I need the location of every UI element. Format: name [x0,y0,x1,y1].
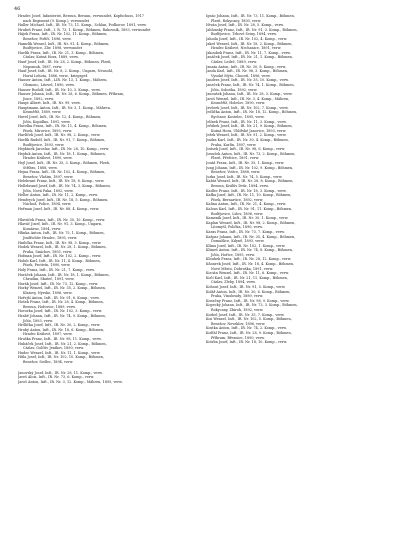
casualty-entry: Kočí Karl, Inft., IR. Nr. 21, 11. Komp., Böhmen, [206,275,288,280]
entry-continuation-line: Kroměříž, 1889, verw. [23,110,62,115]
casualty-entry: Kolář Anton, Inft., IR. Nr. 30, 6. Komp., Böhmen, [206,289,291,294]
casualty-entry: Hauser Rudolf, Inft., IR. Nr. 10, 3. Komp., verw. [18,87,101,92]
casualty-entry: Hudec Wenzel, Inft., IR. Nr. 11, 1. Komp., verw. [18,350,101,355]
casualty-entry: Hejdánek Jaroslav, Inft., IR. Nr. 28, 10. Komp., verw. [18,147,110,152]
casualty-entry: Kotrba Josef, Inft., IR. Nr. 18, 10. Komp., verw. [206,340,288,345]
casualty-entry: Horáček Johann, Inft., IR. Nr. 18, 1. Komp., Böhmen, [18,272,110,277]
casualty-entry: Jurka Josef, Inft., IR. Nr. 74, 5. Komp., verw. [206,174,283,179]
casualty-entry: Hendrych Josef, Inft., IR. Nr. 18, 5. Komp., Böhmen, [18,197,109,202]
casualty-entry: Kostka Anton, Inft., IR. Nr. 74, 2. Komp., verw. [206,326,287,331]
entry-continuation-line: Jičín, Hořice, 1895, verw. [211,252,255,257]
entry-continuation-line: Jičín, Sobotka, 1892, verw. [211,87,258,92]
entry-continuation-line: Vysoké Mýto, Choceň, 1896, verw. [211,73,271,78]
casualty-entry: Ištván Josef, Inft., IR. Nr. 28, 5. Komp., verw. [206,23,284,28]
casualty-entry: Jakoubek Franz, Inft., IR. Nr. 11, 7. Komp., verw. [206,50,291,55]
casualty-entry: Janovský Josef, Inft., IR. Nr. 28, 11. Komp., verw. [18,370,103,375]
casualty-entry: Hovorka Josef, Inft., IR. Nr. 102, 3. Komp., verw. [18,309,103,314]
casualty-entry: Hlaváč Josef, Inft., IR. Nr. 91, 3. Komp., Ungarn, [18,222,103,227]
casualty-entry: Holub Karl, Inft., IR. Nr. 11, 4. Komp., Böhmen, [18,258,101,263]
entry-continuation-line: Rokycany, Zbiroh, 1892, verw. [211,308,264,312]
entry-continuation-line: Budějovice, Trhové Sviny, 1894, verw. [211,32,277,37]
entry-continuation-line: Plzeň, Rokycany, 1893, verw. [211,18,262,23]
entry-continuation-line: Písek, Mirovice, 1895, verw. [23,128,73,133]
casualty-entry: Hauser Johann, Inft., IR. Nr. 28, 6. Komp., Böhmen, Příbram, [18,92,124,97]
casualty-entry: Kopecký Johann, Inft., IR. Nr. 73, 3. Komp., Böhmen, [206,303,298,308]
casualty-entry: Jirásek Josef, Inft., IR. Nr. 98, 6. Komp., verw. [206,147,286,152]
entry-continuation-line: Stříbro, 1888, verw. [23,165,58,170]
casualty-entry: Hauf Josef, Inft., IR. Nr. 8, 2. Komp., Ungarn, Neusohl, [18,69,114,74]
casualty-entry: Horký Wenzel, Inft., IR. Nr. 35, 2. Komp., Böhmen, [18,286,106,291]
casualty-entry: Kabát Wenzel, Inft., IR. Nr. 28, 8. Komp., Böhmen, [206,179,294,184]
entry-continuation-line: Rychnov, Kostelec, 1895, verw. [211,115,265,120]
casualty-entry: Hrubý Anton, Inft., IR. Nr. 18, 6. Komp., Böhmen, [18,327,105,332]
casualty-entry: Haupt Albert, Inft., IR. Nr. 99, verw. [18,101,81,106]
casualty-entry: Jelínek Franz, Inft., IR. Nr. 11, 3. Komp., verw. [206,119,287,124]
casualty-entry: Jaroš Anton, Inft., IR. Nr. 3, 12. Komp., Mähren, 1895, verw. [18,379,123,384]
casualty-entry: Jablonský Franz, Inft., IR. Nr. 91, 3. Komp., Böhmen, [206,27,298,32]
casualty-entry: Hošek Franz, Inft., IR. Nr. 28, 4. Komp., Böhmen, [18,300,104,305]
entry-continuation-line: Benešov, Poříčí, 1896, verw. [23,36,72,41]
entry-continuation-line: Praha, Vinohrady, 1889, verw. [211,294,264,299]
casualty-entry: Hauser Anton, Inft., LIR. Nr. 13, 1. Komp., Mähren, [18,78,108,83]
page-number: 46 [14,6,21,12]
casualty-entry: Havel Josef, Inft., IR. Nr. 12, 4. Komp., Böhmen, [18,115,102,120]
entry-continuation-line: Hradec Králové, 1890, verw. [23,156,73,161]
entry-continuation-line: Domažlice, Kdyně, 1893, verw. [211,239,265,244]
entry-continuation-line: Benešov, Votice, 1888, verw. [211,170,261,175]
casualty-entry: Kaplan Wenzel, Inft., IR. Nr. 98, 2. Komp., Böhmen, [206,220,296,225]
casualty-entry: Hrdlička Josef, Inft., IR. Nr. 30, 2. Komp., verw. [18,323,101,328]
casualty-entry: Hlaváček Franz, Inft., IR. Nr. 30, 10. Komp., verw. [18,217,106,222]
casualty-entry: Klíma Josef, Inft., IR. Nr. 102, 1. Komp., verw. [206,243,286,248]
casualty-entry: Kašpar Johann, Inft., IR. Nr. 35, 4. Komp., Böhmen, [206,234,296,239]
casualty-entry: Hauf Josef, Inft., IR. Nr. 28, 2. Komp., Böhmen, Plzeň, [18,59,112,64]
entry-continuation-line: Nepomuk, 1887, verw. [23,64,63,69]
casualty-entry: Heřman Josef, Inft., IR. Nr. 88, 4. Komp., verw. [18,206,100,211]
entry-continuation-line: Klatovy, Nýrsko, 1896, verw. [23,291,73,296]
casualty-entry: Hamrlík Wenzel, Inft., IR. Nr. 91, 4. Komp., Böhmen, [18,41,110,46]
entry-continuation-line: Benešov, Sedlec, 1894, verw. [23,359,74,364]
casualty-entry: Jahoda Josef, Inft., IR. Nr. 102, 4. Komp., verw. [206,36,288,41]
casualty-entry: Hejduk Anton, Inft., IR. Nr. 18, 1. Komp., Böhmen, [18,151,106,156]
casualty-entry: Kos Wenzel, Inft., IR. Nr. 102, 5. Komp., Böhmen, [206,317,292,322]
entry-continuation-line: Písek, Bernartice, 1892, verw. [211,197,264,202]
casualty-entry: Jeřábek Josef, Inft., IR. Nr. 21, 9. Komp., Böhmen, [206,124,293,129]
casualty-entry: Kafka Josef, Inft., IR. Nr. 11, 10. Komp., Böhmen, [206,193,292,198]
entry-continuation-line: Hradec Králové, Nechanice, 1891, verw. [211,46,282,51]
entry-continuation-line: Chrudim, Skuteč, 1891, verw. [23,277,75,282]
casualty-entry: Jandera Josef, Inft., IR. Nr. 35, 10. Komp., verw. [206,78,289,83]
casualty-entry: Jindra Karl, Inft., IR. Nr. 30, 4. Komp., Böhmen, [206,138,289,143]
entry-continuation-line: Plzeň, Přeštice, 1891, verw. [211,156,260,161]
entry-continuation-line: Komárno, 1894, verw. [23,226,62,231]
casualty-entry: Kameník Josef, Inft., IR. Nr. 30, 1. Komp., verw. [206,216,289,221]
casualty-entry: Janata Anton, Inft., IR. Nr. 30, 8. Komp., verw. [206,64,287,69]
casualty-entry: Hrubeš Franz, Inft., I. R. 73, 1. Komp., Böhmen, Rakovník, 1893, verwundet [18,27,151,32]
entry-continuation-line: Jičín, Nová Paka, 1892, verw. [23,188,74,193]
entry-continuation-line: Beroun, Králův Dvůr, 1894, verw. [211,183,269,188]
entry-continuation-line: nach Regiment (9. Komp.), verwundet [23,18,90,23]
entry-continuation-line: Nové Město, Dobruška, 1891, verw. [211,266,274,271]
entry-continuation-line: Čáslav, Žleby, 1894, verw. [211,280,256,285]
casualty-entry: Hauptmann Anton, Inft., IR. Nr. 3, 1. Komp., Mähren, [18,105,111,110]
casualty-entry: Jiroušek Anton, Inft., IR. Nr. 73, 2. Komp., Böhmen, [206,151,296,156]
casualty-entry: Klimeš Anton, Inft., IR. Nr. 74, 8. Komp., Böhmen, [206,248,293,253]
casualty-entry: Jedlička Anton, Inft., IR. Nr. 18, 12. Komp., Böhmen, [206,110,298,115]
casualty-entry: Jung Johann, Inft., IR. Nr. 102, 9. Komp., Böhmen, [206,165,294,170]
casualty-entry: Janoušek Johann, Inft., IR. Nr. 28, 3. Komp., verw. [206,92,293,97]
entry-continuation-line: Benešov, Neveklov, 1896, verw. [211,321,266,326]
casualty-entry: Hejna Franz, Inft., IR. Nr. 102, 4. Komp., Böhmen, [18,170,106,175]
entry-continuation-line: Benešov, Vlašim, 1897, verw. [23,174,74,179]
casualty-entry: Hlinka Anton, Inft., IR. Nr. 75, 1. Komp., Böhmen, [18,231,105,236]
casualty-entry: Jareš Alois, Inft., IR. Nr. 73, 6. Komp., verw. [18,375,95,380]
casualty-entry: Jakeš Wenzel, Inft., IR. Nr. 18, 2. Komp., Böhmen, [206,41,293,46]
casualty-entry: Heller Anton, Inft., IR. Nr. 11, 2. Komp., verw. [18,193,98,198]
left-column [18,14,196,384]
casualty-entry: Košťál Franz, Inft., IR. Nr. 28, 9. Komp., Böhmen, [206,330,292,335]
casualty-entry: Haller Michael, Inft., IR. Nr. 73, 11. Komp., Schlan, Podhorov, 1891, verw. [18,23,147,28]
casualty-entry: Kloubek Franz, Inft., IR. Nr. 28, 12. Komp., verw. [206,257,292,262]
casualty-entry: Hodek Wenzel, Inft., IR. Nr. 28, 1. Komp., Böhmen, [18,245,107,250]
entry-continuation-line: Kutná Hora, Uhlířské Janovice, 1893, verw. [211,128,287,133]
entry-continuation-line: Příbram, Březnice, 1890, verw. [211,335,265,340]
casualty-entry: Kalina Anton, Inft., IR. Nr. 21, 4. Komp., verw. [206,202,287,207]
casualty-entry: Jonáš Franz, Inft., IR. Nr. 35, 1. Komp., verw. [206,161,285,165]
casualty-entry: Hubáček Josef, Inft., IR. Nr. 21, 2. Komp., Böhmen, [18,341,107,346]
entry-continuation-line: Budějovice, Zliv, 1898, verwundet [23,46,82,51]
casualty-entry: Javůrek Josef, Inft., IR. Nr. 102, 7. Komp., verw. [206,105,289,110]
casualty-entry: Ignác Johann, Inft., IR. Nr. 73, 11. Komp., Böhmen, [206,14,295,18]
entry-continuation-line: Litomyšl, Polička, 1890, verw. [211,225,263,230]
casualty-entry: Kňourek Josef, Inft., IR. Nr. 18, 4. Komp., Böhmen, [206,262,295,267]
casualty-entry: Havlíček Josef, Inft., IR. Nr. 98, 2. Komp., verw. [18,133,101,138]
entry-continuation-line: Praha, Karlín, 1897, verw. [211,142,257,147]
casualty-entry: Hofman Josef, Inft., IR. Nr. 102, 2. Komp., verw. [18,254,102,259]
casualty-entry: Korbel Josef, Inft., IR. Nr. 35, 7. Komp., verw. [206,312,285,317]
right-column [206,14,384,345]
entry-continuation-line: Jince, 1892, verw. [23,96,54,101]
casualty-entry: Hruška Franz, Inft., IR. Nr. 98, 11. Komp., verw. [18,336,102,341]
casualty-entry: Ježek Wenzel, Inft., IR. Nr. 91, 2. Komp., verw. [206,133,287,138]
casualty-entry: Hořejší Anton, Inft., IR. Nr. 91, 6. Komp., verw. [18,295,100,300]
casualty-entry: Hradec Josef, Infanterist, Beroun, Beraun, verwundet, Kopfschuss, 1917 [18,14,144,18]
entry-continuation-line: Beroun, Hořovice, 1889, verw. [23,304,76,309]
entry-continuation-line: Čáslav, Ledeč, 1889, verw. [211,59,258,64]
casualty-entry: Holý Franz, Inft., IR. Nr. 21, 7. Komp., verw. [18,268,95,273]
casualty-entry: Janáček Josef, Inft., IR. Nr. 21, 1. Komp., Böhmen, [206,55,293,60]
casualty-entry: Helebrant Franz, Inft., IR. Nr. 18, 8. Komp., verw. [18,179,105,184]
entry-continuation-line: Čáslav, Kutná Hora, 1889, verw. [23,55,79,60]
entry-continuation-line: Jindřichův Hradec, 1895, verw. [23,235,78,240]
casualty-entry: Havlík Franz, Inft., IR. Nr. 21, 3. Komp., Böhmen, [18,50,105,55]
casualty-entry: Kohout Josef, Inft., IR. Nr. 91, 5. Komp., verw. [206,285,286,290]
entry-continuation-line: Budějovice, Lišov, 1896, verw. [211,211,264,216]
casualty-entry: Hnilička Franz, Inft., IR. Nr. 98, 5. Komp., verw. [18,240,102,245]
casualty-entry: Jaroš Wenzel, Inft., IR. Nr. 3, 4. Komp., Mähren, [206,96,290,101]
casualty-entry: Hájek Franz, Inft., IR. Nr. 102, 11. Komp., Böhmen, [18,32,108,37]
casualty-entry: Karas Franz, Inft., IR. Nr. 73, 7. Komp., verw. [206,229,285,234]
entry-continuation-line: Praha, Smíchov, 1893, verw. [23,249,73,254]
casualty-entry: Janda Karl, Inft., IR. Nr. 98, 3. Komp., Böhmen, [206,69,289,74]
entry-continuation-line: Budějovice, 1893, verw. [23,142,65,147]
casualty-entry: Horák Josef, Inft., IR. Nr. 73, 12. Komp., verw. [18,281,99,286]
entry-continuation-line: Kroměříž, Holešov, 1890, verw. [211,101,266,106]
casualty-entry: Hellebrand Josef, Inft., IR. Nr. 74, 3. Komp., Böhmen, [18,183,111,188]
entry-continuation-line: Horní Lehota, 1886, verw., kriegsgef. [23,73,88,78]
casualty-entry: Hejl Josef, Inft., IR. Nr. 35, 3. Komp., Böhmen, Plzeň, [18,161,111,165]
casualty-entry: Kadlec Franz, Inft., IR. Nr. 18, 3. Komp., verw. [206,188,287,193]
entry-continuation-line: Čáslav, Golčův Jeníkov, 1890, verw. [23,346,85,351]
entry-continuation-line: Jičín, 1893, verw. [23,318,54,323]
casualty-entry: Janeček Franz, Inft., IR. Nr. 74, 1. Komp., Böhmen, [206,82,295,87]
entry-continuation-line: Olomouc, Litovel, 1890, verw. [23,82,75,87]
casualty-entry: Kalous Karl, Inft., IR. Nr. 91, 11. Komp., Böhmen, [206,206,293,211]
casualty-entry: Kocián Wenzel, Inft., IR. Nr. 11, 6. Komp., verw. [206,271,289,276]
casualty-entry: Hrabě Johann, Inft., IR. Nr. 74, 9. Komp., Böhmen, [18,314,106,318]
casualty-entry: Hůla Josef, Inft., IR. Nr. 102, 10. Komp., Böhmen, [18,355,104,360]
casualty-entry: Konečný Franz, Inft., IR. Nr. 98, 9. Komp., verw. [206,298,290,303]
casualty-entry: Havlík Rudolf, Inft., IR. Nr. 91, 7. Komp., Böhmen, [18,138,106,143]
casualty-entry: Havelka Franz, Inft., IR. Nr. 11, 4. Komp., Böhmen, [18,124,108,129]
entry-continuation-line: Jičín, Kopidlno, 1891, verw. [23,119,71,124]
entry-continuation-line: Písek, Protivín, 1890, verw. [23,263,71,268]
entry-continuation-line: Hradec Králové, 1897, verw. [23,332,73,337]
entry-continuation-line: Náchod, Police, 1894, verw. [23,202,72,207]
